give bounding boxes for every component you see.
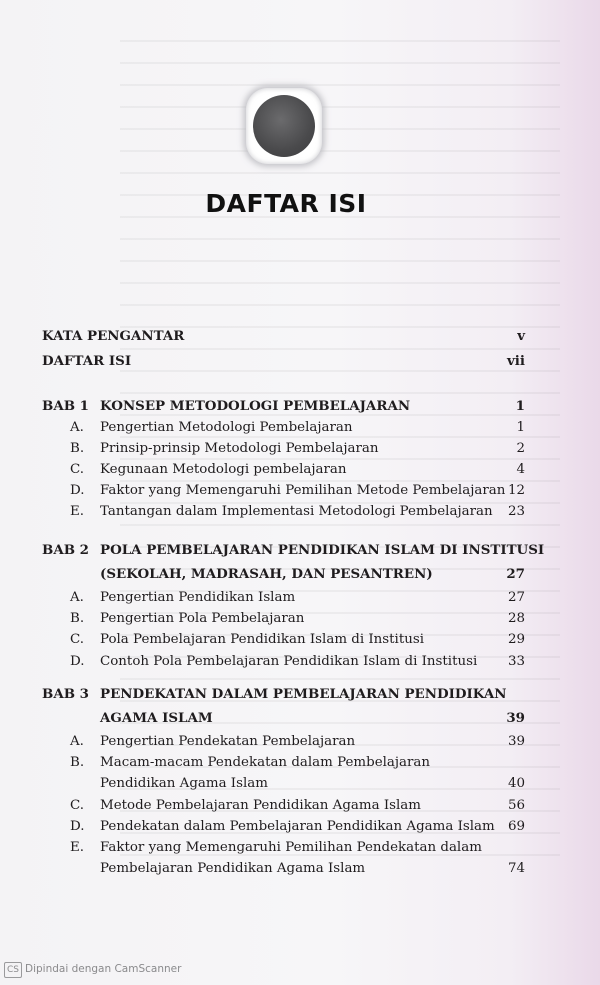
section-page: 27	[507, 590, 525, 605]
section-title: Pembelajaran Pendidikan Agama Islam	[100, 861, 366, 877]
section-title: Pengertian Pola Pembelajaran	[100, 611, 305, 627]
section-letter: B.	[70, 755, 85, 771]
section-page: 1	[516, 419, 525, 435]
section-letter: A.	[70, 590, 84, 605]
emblem-icon	[246, 88, 322, 164]
chapter-page: 39	[506, 710, 525, 726]
section-page: 2	[516, 440, 525, 456]
section-title: Faktor yang Memengaruhi Pemilihan Metode Pembelajaran	[100, 483, 506, 499]
section-title: Pengertian Pendidikan Islam	[100, 590, 296, 605]
section-title: Pengertian Pendekatan Pembelajaran	[100, 734, 356, 749]
entry-page: v	[517, 328, 525, 344]
section-letter: C.	[70, 797, 85, 813]
section-title: Contoh Pola Pembelajaran Pendidikan Islam di Institusi	[100, 653, 478, 669]
section-title: Prinsip-prinsip Metodologi Pembelajaran	[100, 440, 379, 456]
toc-front-entry	[42, 327, 525, 345]
section-title: Tantangan dalam Implementasi Metodologi Pembelajaran	[100, 504, 493, 520]
chapter-label: BAB 3	[42, 686, 90, 702]
entry-title: DAFTAR ISI	[42, 353, 132, 369]
chapter-label: BAB 2	[42, 542, 90, 558]
section-title: Metode Pembelajaran Pendidikan Agama Islam	[100, 797, 421, 813]
section-letter: B.	[70, 611, 85, 627]
section-page: 40	[507, 776, 525, 792]
chapter-title: PENDEKATAN DALAM PEMBELAJARAN PENDIDIKAN	[100, 686, 507, 702]
chapter-title: (SEKOLAH, MADRASAH, DAN PESANTREN)	[100, 566, 433, 582]
section-page: 74	[507, 861, 525, 877]
section-title: Faktor yang Memengaruhi Pemilihan Pendekatan dalam	[100, 840, 482, 855]
section-letter: E.	[70, 504, 85, 520]
section-page: 23	[507, 504, 525, 520]
chapter-title: KONSEP METODOLOGI PEMBELAJARAN	[100, 398, 411, 414]
section-title: Kegunaan Metodologi pembelajaran	[100, 461, 347, 477]
section-page: 56	[507, 797, 525, 813]
emblem-dot	[253, 95, 315, 157]
chapter-title: AGAMA ISLAM	[100, 710, 213, 726]
section-letter: B.	[70, 440, 85, 456]
section-letter: E.	[70, 840, 85, 855]
chapter-page: 27	[506, 566, 525, 582]
entry-title: KATA PENGANTAR	[42, 328, 185, 344]
section-letter: C.	[70, 461, 85, 477]
section-letter: A.	[70, 734, 84, 749]
watermark-text: Dipindai dengan CamScanner	[25, 963, 182, 975]
section-page: 39	[507, 734, 525, 749]
chapter-title: POLA PEMBELAJARAN PENDIDIKAN ISLAM DI INSTITUSI	[100, 542, 545, 558]
section-letter: A.	[70, 419, 84, 435]
section-title: Pola Pembelajaran Pendidikan Islam di Institusi	[100, 632, 424, 648]
entry-page: vii	[507, 353, 525, 369]
section-letter: D.	[70, 483, 85, 499]
section-letter: C.	[70, 632, 85, 648]
section-page: 69	[507, 818, 525, 834]
section-page: 4	[516, 461, 525, 477]
section-page: 33	[507, 653, 525, 669]
section-page: 12	[507, 483, 525, 499]
chapter-label: BAB 1	[42, 398, 90, 414]
section-title: Pengertian Metodologi Pembelajaran	[100, 419, 353, 435]
chapter-page: 1	[515, 398, 525, 414]
section-title: Pendekatan dalam Pembelajaran Pendidikan Agama Islam	[100, 818, 495, 834]
section-page: 28	[507, 611, 525, 627]
toc-front-entry	[42, 352, 525, 370]
section-title: Macam-macam Pendekatan dalam Pembelajaran	[100, 755, 431, 771]
scanner-watermark	[4, 962, 181, 978]
section-title: Pendidikan Agama Islam	[100, 776, 268, 792]
section-letter: D.	[70, 653, 85, 669]
camscanner-icon: CS	[4, 962, 22, 978]
section-page: 29	[507, 632, 525, 648]
section-letter: D.	[70, 818, 85, 834]
page-title: DAFTAR ISI	[205, 189, 367, 218]
